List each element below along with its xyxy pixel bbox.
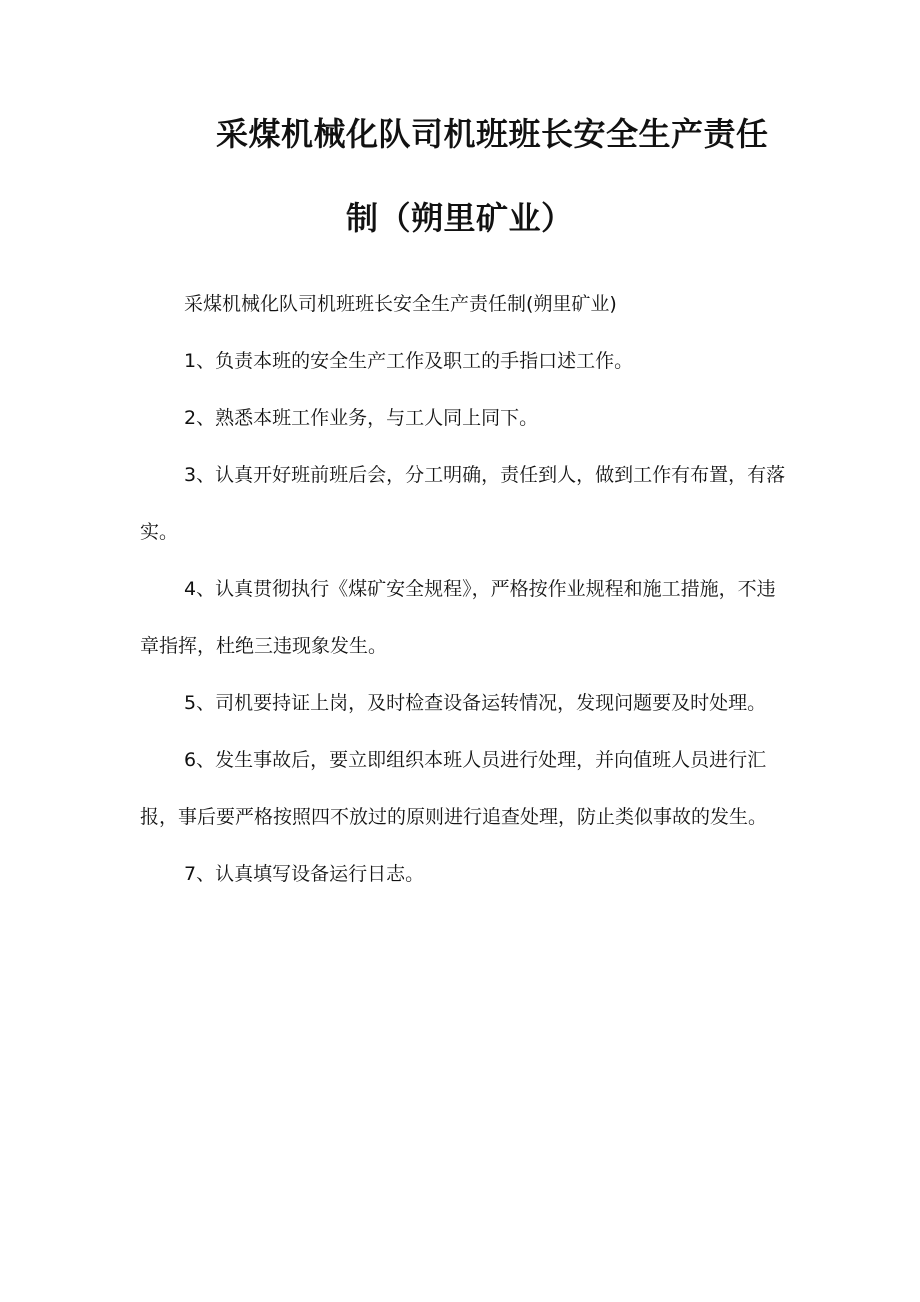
paragraph-item-3: 3、认真开好班前班后会，分工明确，责任到人，做到工作有布置，有落实。 — [140, 464, 786, 543]
paragraph-item-2: 2、熟悉本班工作业务，与工人同上同下。 — [184, 407, 539, 429]
paragraph-item-5: 5、司机要持证上岗，及时检查设备运转情况，发现问题要及时处理。 — [184, 692, 767, 714]
paragraph-item-6: 6、发生事故后，要立即组织本班人员进行处理，并向值班人员进行汇报，事后要严格按照四不放过的原则进行追查处理，防止类似事故的发生。 — [140, 749, 768, 828]
paragraph-item-4: 4、认真贯彻执行《煤矿安全规程》，严格按作业规程和施工措施，不违章指挥，杜绝三违现象发生。 — [140, 578, 776, 657]
document-title-line-1: 采煤机械化队司机班班长安全生产责任 — [216, 115, 769, 153]
paragraph-item-1: 1、负责本班的安全生产工作及职工的手指口述工作。 — [184, 350, 634, 372]
paragraph-subtitle: 采煤机械化队司机班班长安全生产责任制(朔里矿业) — [184, 293, 617, 315]
paragraph-item-7: 7、认真填写设备运行日志。 — [184, 863, 425, 885]
document-title-line-2: 制（朔里矿业） — [346, 199, 574, 237]
document-body — [140, 276, 790, 903]
